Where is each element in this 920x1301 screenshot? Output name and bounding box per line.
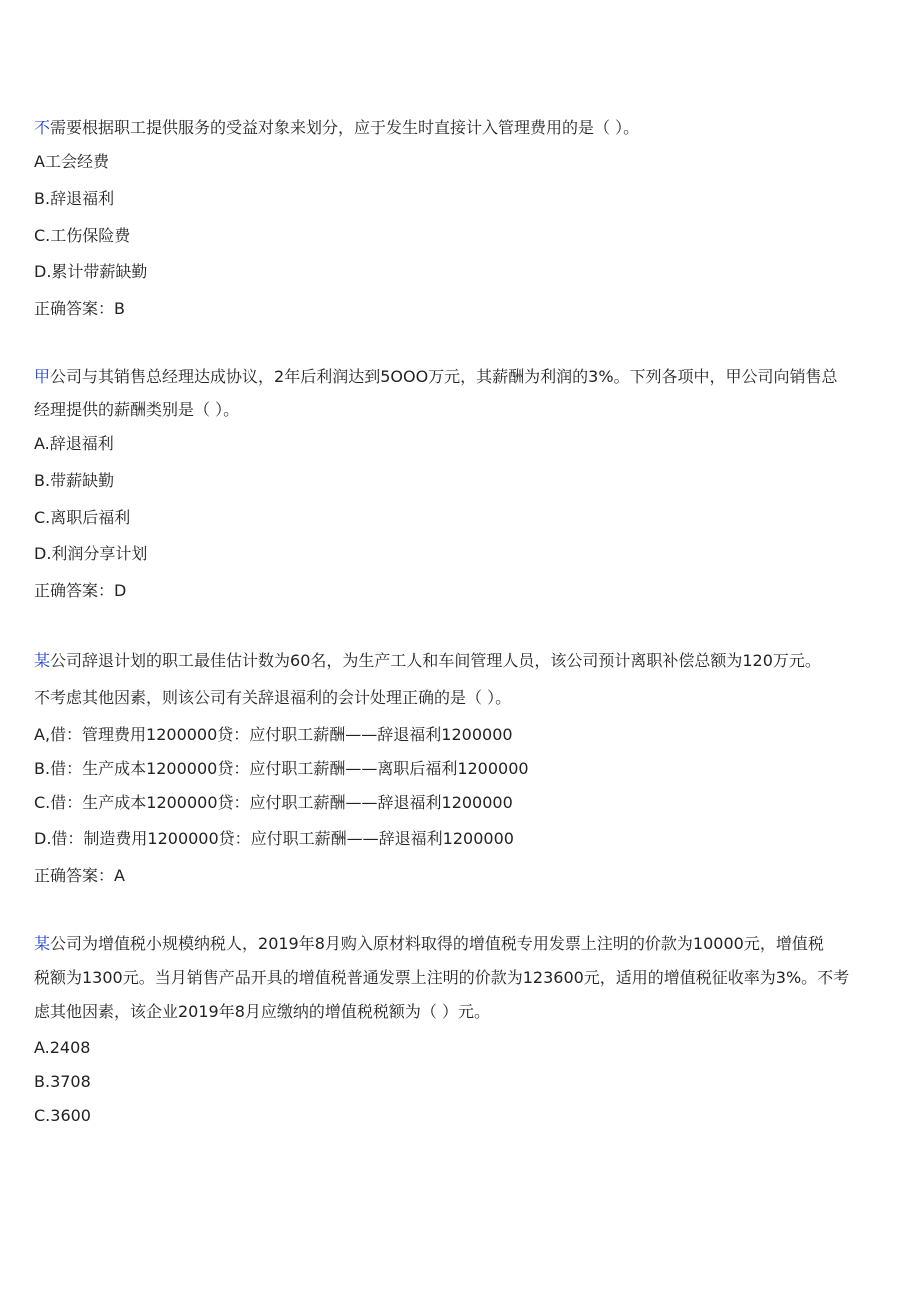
- option-c: C.借：生产成本1200000贷：应付职工薪酬——辞退福利1200000: [34, 793, 513, 812]
- option-c: C.3600: [34, 1106, 91, 1125]
- option-c: C.离职后福利: [34, 508, 131, 527]
- question-stem-text: 公司辞退计划的职工最佳估计数为60名，为生产工人和车间管理人员，该公司预计离职补偿总额为120万元。: [50, 651, 821, 670]
- option-b: B.3708: [34, 1072, 91, 1091]
- option-a: A.辞退福利: [34, 434, 114, 453]
- question-stem: [34, 118, 639, 138]
- question-stem-line: 虑其他因素，该企业2019年8月应缴纳的增值税税额为（ ）元。: [34, 1002, 490, 1021]
- option-d: D.利润分享计划: [34, 544, 148, 563]
- option-c: C.工伤保险费: [34, 226, 131, 245]
- option-b: B.带薪缺勤: [34, 471, 115, 490]
- question-lead-char: 某: [34, 934, 51, 953]
- question-stem-text: 公司为增值税小规模纳税人，2019年8月购入原材料取得的增值税专用发票上注明的价款为10000元，增值税: [50, 934, 824, 953]
- correct-answer: 正确答案：A: [34, 866, 125, 885]
- question-stem-text: 需要根据职工提供服务的受益对象来划分，应于发生时直接计入管理费用的是（ ）。: [50, 118, 640, 137]
- question-stem-line: 税额为1300元。当月销售产品开具的增值税普通发票上注明的价款为123600元，适用的增值税征收率为3%。不考: [34, 968, 850, 987]
- correct-answer: 正确答案：B: [34, 299, 125, 318]
- option-b: B.辞退福利: [34, 189, 115, 208]
- option-d: D.累计带薪缺勤: [34, 262, 148, 281]
- option-a: A.2408: [34, 1038, 91, 1057]
- option-b: B.借：生产成本1200000贷：应付职工薪酬——离职后福利1200000: [34, 759, 529, 778]
- question-stem: [34, 651, 821, 671]
- question-lead-char: 不: [34, 118, 51, 137]
- question-stem: [34, 367, 838, 387]
- question-stem-line: 不考虑其他因素，则该公司有关辞退福利的会计处理正确的是（ ）。: [34, 688, 512, 707]
- correct-answer: 正确答案：D: [34, 581, 127, 600]
- option-a: A工会经费: [34, 152, 109, 171]
- question-lead-char: 某: [34, 651, 51, 670]
- option-a: A,借：管理费用1200000贷：应付职工薪酬——辞退福利1200000: [34, 725, 513, 744]
- question-stem-line: 经理提供的薪酬类别是（ ）。: [34, 400, 240, 419]
- question-stem: [34, 934, 824, 954]
- question-lead-char: 甲: [34, 367, 51, 386]
- question-stem-text: 公司与其销售总经理达成协议，2年后利润达到5OOO万元，其薪酬为利润的3%。下列各项中，甲公司向销售总: [50, 367, 838, 386]
- option-d: D.借：制造费用1200000贷：应付职工薪酬——辞退福利1200000: [34, 829, 514, 848]
